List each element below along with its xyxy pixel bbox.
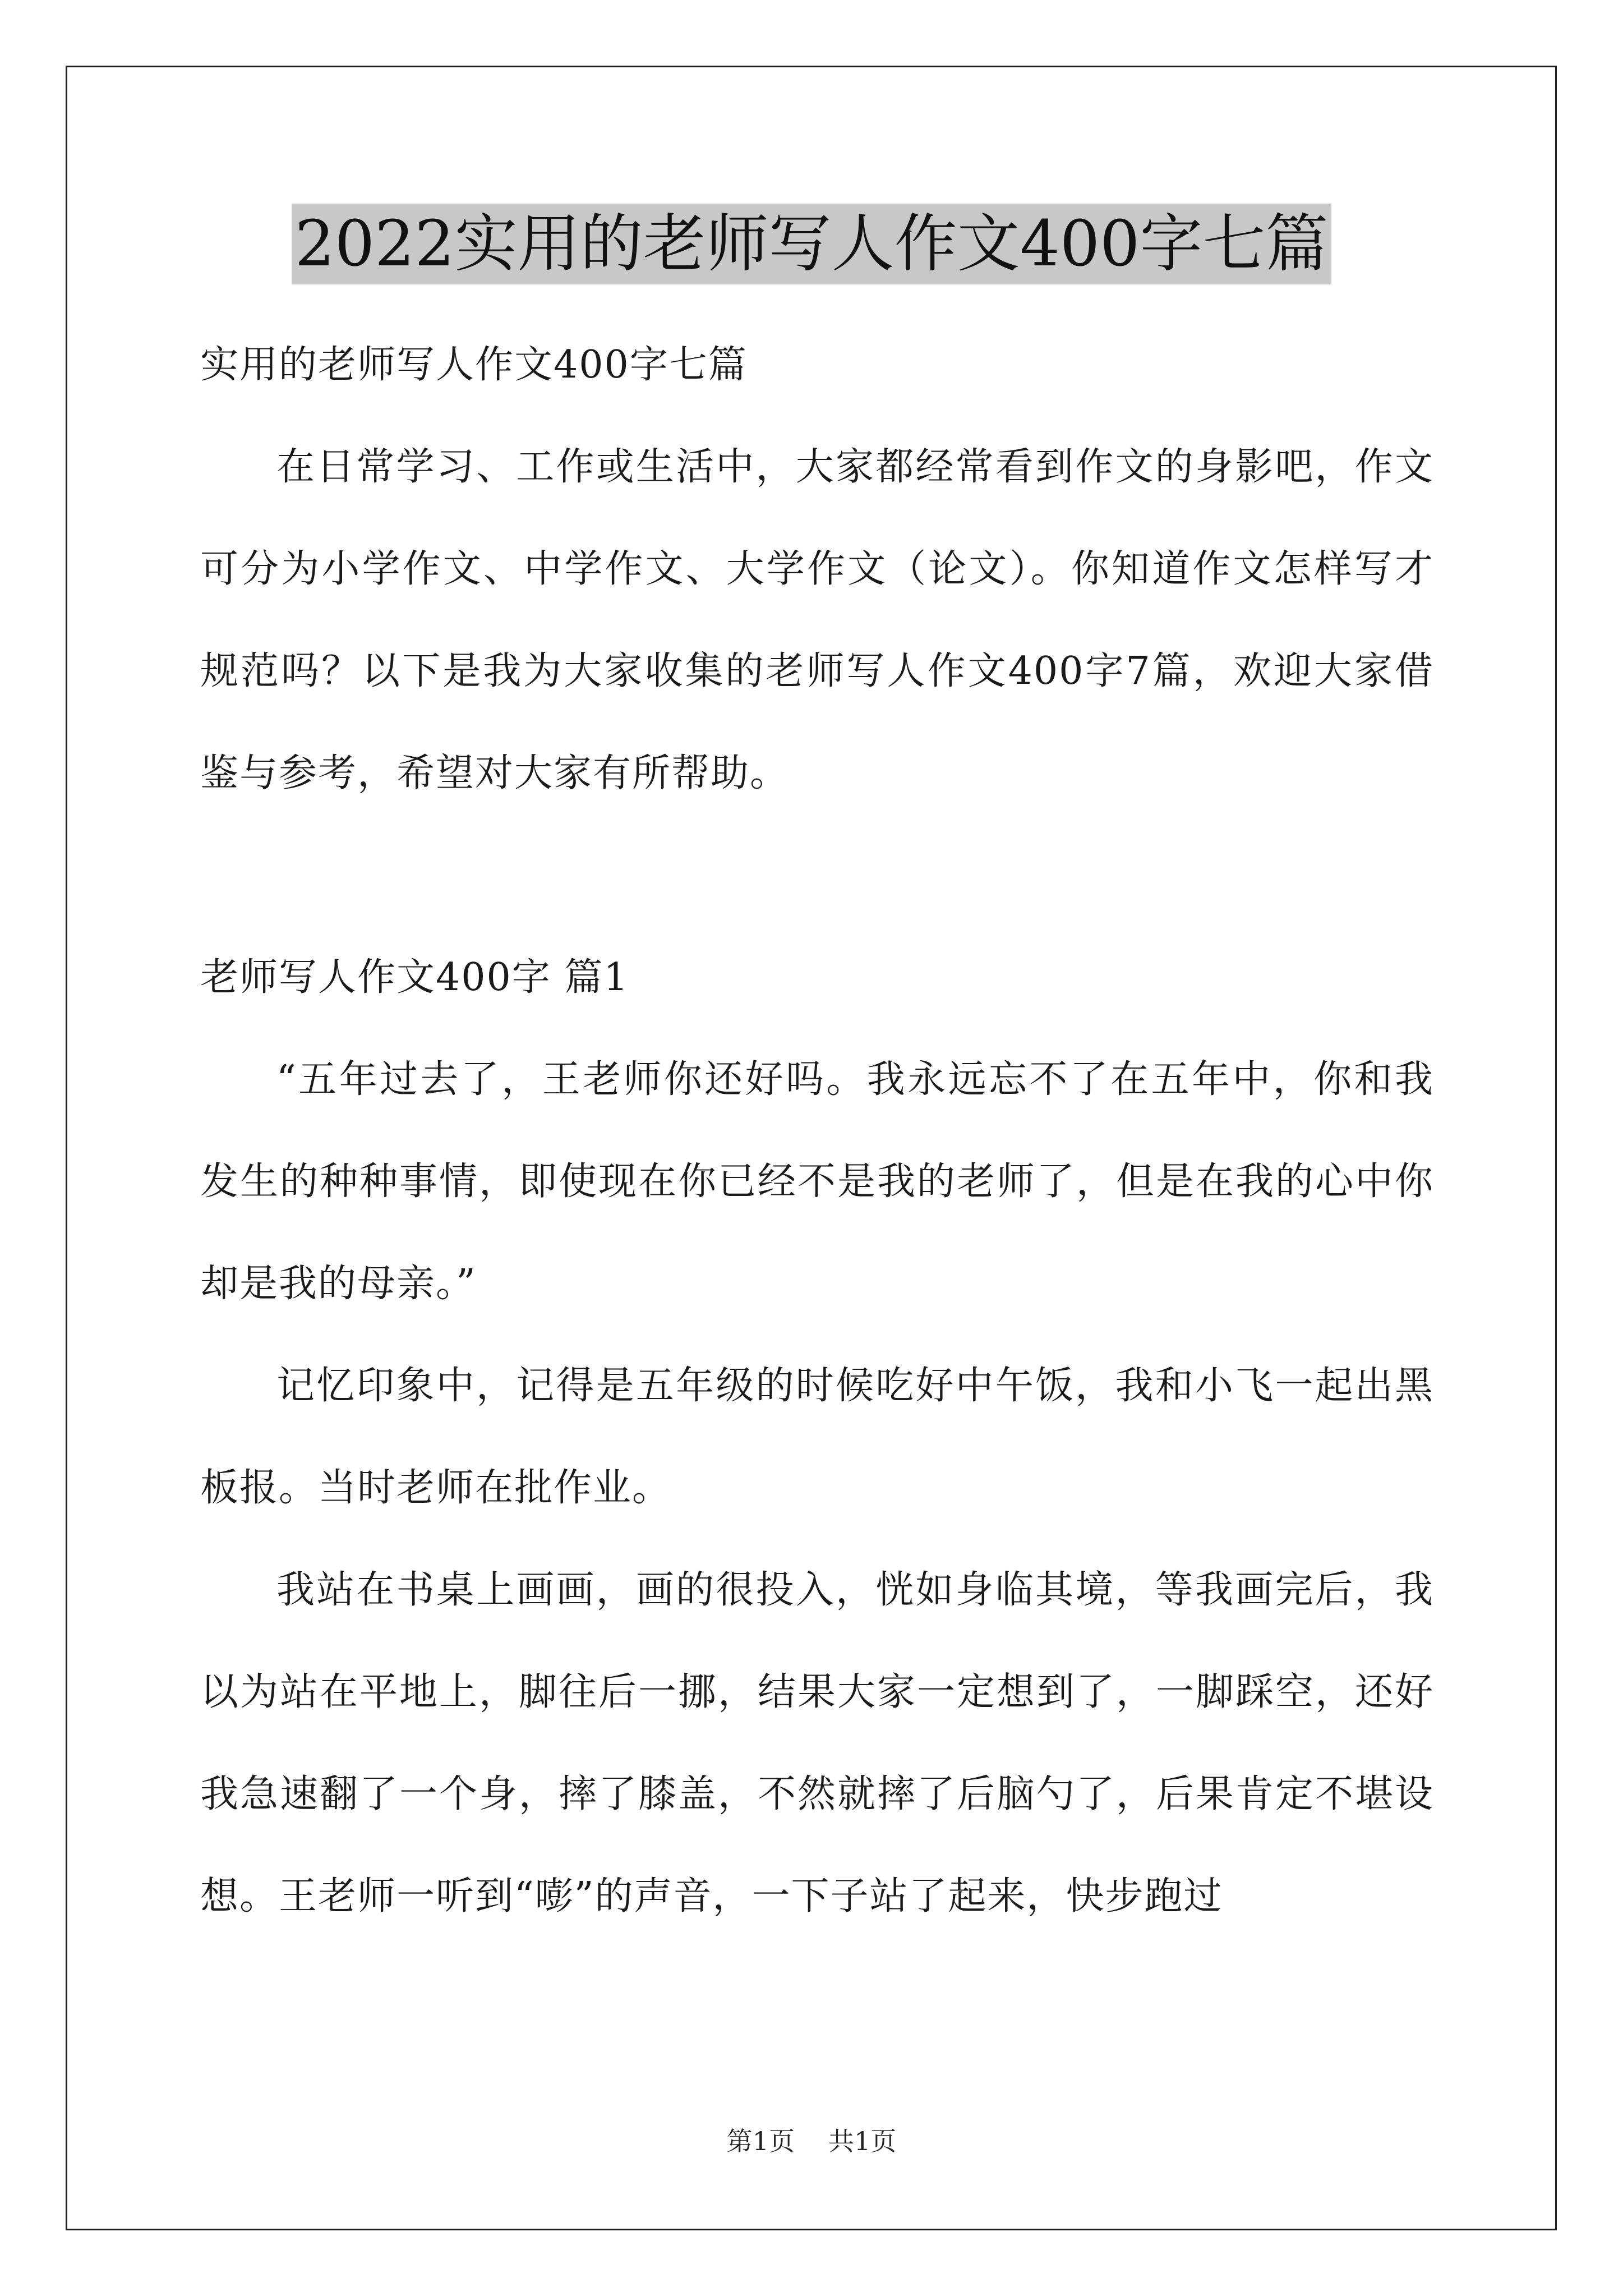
document-body — [200, 314, 1434, 1948]
document-title: 2022实用的老师写人作文400字七篇 — [292, 204, 1332, 284]
body-paragraph: 记忆印象中，记得是五年级的时候吃好中午饭，我和小飞一起出黑板报。当时老师在批作业。 — [200, 1364, 1434, 1510]
intro-paragraph: 在日常学习、工作或生活中，大家都经常看到作文的身影吧，作文可分为小学作文、中学作文、大学作文（论文）。你知道作文怎样写才规范吗？以下是我为大家收集的老师写人作文400字7篇，欢迎大家借鉴与参考，希望对大家有所帮助。 — [200, 445, 1434, 795]
paragraph-gap — [200, 825, 1434, 927]
title-container — [0, 204, 1623, 284]
page-total: 共1页 — [828, 2126, 897, 2156]
body-paragraph: “五年过去了，王老师你还好吗。我永远忘不了在五年中，你和我发生的种种事情，即使现在你已经不是我的老师了，但是在我的心中你却是我的母亲。” — [200, 1057, 1434, 1306]
page-number: 第1页 — [726, 2126, 795, 2156]
page-footer — [0, 2124, 1623, 2158]
document-subtitle: 实用的老师写人作文400字七篇 — [200, 343, 748, 387]
section-heading: 老师写人作文400字 篇1 — [200, 955, 629, 1000]
body-paragraph: 我站在书桌上画画，画的很投入，恍如身临其境，等我画完后，我以为站在平地上，脚往后一挪，结果大家一定想到了，一脚踩空，还好我急速翻了一个身，摔了膝盖，不然就摔了后脑勺了，后果肯定不堪设想。王老师一听到“嘭”的声音，一下子站了起来，快步跑过 — [200, 1568, 1434, 1918]
